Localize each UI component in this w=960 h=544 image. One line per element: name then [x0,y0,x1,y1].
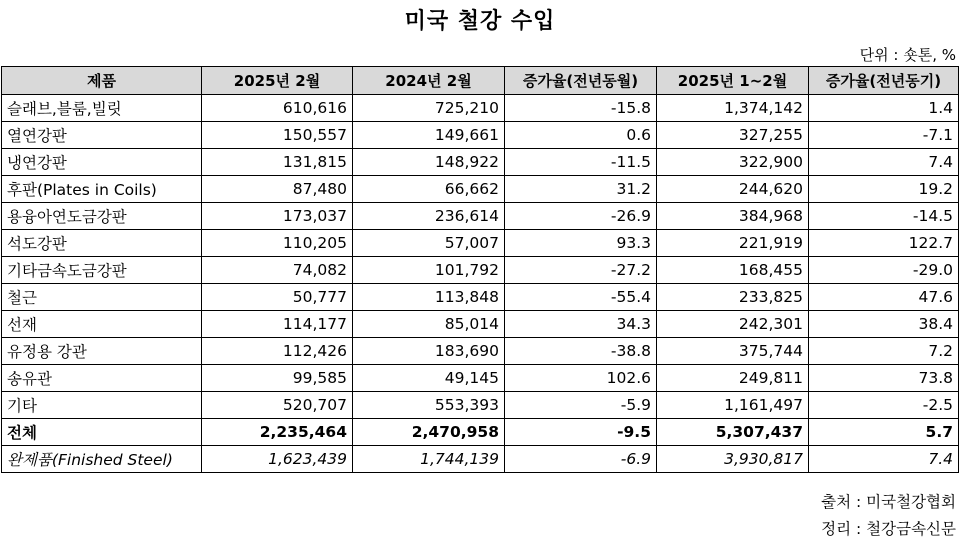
product-name-cell: 열연강판 [2,122,202,149]
column-header-2025-feb: 2025년 2월 [202,67,353,95]
value-cell: 38.4 [809,311,959,338]
value-cell: 5,307,437 [657,419,809,446]
value-cell: -7.1 [809,122,959,149]
column-header-2025-jan-feb: 2025년 1~2월 [657,67,809,95]
product-name-cell: 기타금속도금강판 [2,257,202,284]
product-name-cell: 완제품(Finished Steel) [2,446,202,473]
value-cell: 57,007 [353,230,505,257]
value-cell: 1,744,139 [353,446,505,473]
value-cell: 1.4 [809,95,959,122]
product-name-cell: 철근 [2,284,202,311]
product-name-cell: 후판(Plates in Coils) [2,176,202,203]
value-cell: 66,662 [353,176,505,203]
value-cell: 1,161,497 [657,392,809,419]
value-cell: 322,900 [657,149,809,176]
value-cell: 221,919 [657,230,809,257]
value-cell: -29.0 [809,257,959,284]
product-name-cell: 기타 [2,392,202,419]
value-cell: 7.2 [809,338,959,365]
value-cell: 19.2 [809,176,959,203]
product-name-cell: 용융아연도금강판 [2,203,202,230]
value-cell: 112,426 [202,338,353,365]
value-cell: 148,922 [353,149,505,176]
table-row [2,176,959,203]
steel-import-table [1,66,959,473]
value-cell: 725,210 [353,95,505,122]
table-row [2,419,959,446]
value-cell: 34.3 [505,311,657,338]
page-title: 미국 철강 수입 [404,9,556,34]
table-row [2,95,959,122]
value-cell: -15.8 [505,95,657,122]
value-cell: 244,620 [657,176,809,203]
value-cell: 7.4 [809,149,959,176]
value-cell: 233,825 [657,284,809,311]
product-name-cell: 전체 [2,419,202,446]
value-cell: -14.5 [809,203,959,230]
value-cell: 2,470,958 [353,419,505,446]
value-cell: -38.8 [505,338,657,365]
value-cell: -26.9 [505,203,657,230]
column-header-yoy-period: 증가율(전년동기) [809,67,959,95]
value-cell: 110,205 [202,230,353,257]
value-cell: 50,777 [202,284,353,311]
table-row [2,284,959,311]
value-cell: -5.9 [505,392,657,419]
table-row [2,122,959,149]
table-row [2,365,959,392]
value-cell: 49,145 [353,365,505,392]
product-name-cell: 송유관 [2,365,202,392]
product-name-cell: 슬래브,블룸,빌릿 [2,95,202,122]
table-row [2,257,959,284]
table-header-row [2,67,959,95]
value-cell: 1,623,439 [202,446,353,473]
value-cell: 375,744 [657,338,809,365]
value-cell: 610,616 [202,95,353,122]
value-cell: 149,661 [353,122,505,149]
table-row [2,311,959,338]
product-name-cell: 유정용 강관 [2,338,202,365]
product-name-cell: 냉연강판 [2,149,202,176]
value-cell: 87,480 [202,176,353,203]
value-cell: -9.5 [505,419,657,446]
value-cell: 85,014 [353,311,505,338]
value-cell: 384,968 [657,203,809,230]
value-cell: 131,815 [202,149,353,176]
value-cell: 3,930,817 [657,446,809,473]
value-cell: -55.4 [505,284,657,311]
value-cell: 122.7 [809,230,959,257]
value-cell: 102.6 [505,365,657,392]
table-row [2,338,959,365]
column-header-product: 제품 [2,67,202,95]
value-cell: 114,177 [202,311,353,338]
value-cell: 553,393 [353,392,505,419]
value-cell: -6.9 [505,446,657,473]
value-cell: 183,690 [353,338,505,365]
product-name-cell: 선재 [2,311,202,338]
value-cell: 327,255 [657,122,809,149]
source-note: 출처 : 미국철강협회 [821,493,956,511]
value-cell: 520,707 [202,392,353,419]
value-cell: 47.6 [809,284,959,311]
value-cell: 1,374,142 [657,95,809,122]
compiled-note: 정리 : 철강금속신문 [821,520,956,538]
table-row [2,203,959,230]
value-cell: 93.3 [505,230,657,257]
column-header-2024-feb: 2024년 2월 [353,67,505,95]
value-cell: 168,455 [657,257,809,284]
value-cell: 101,792 [353,257,505,284]
value-cell: 99,585 [202,365,353,392]
table-row [2,392,959,419]
table-row [2,446,959,473]
value-cell: 2,235,464 [202,419,353,446]
value-cell: -11.5 [505,149,657,176]
value-cell: 0.6 [505,122,657,149]
value-cell: 7.4 [809,446,959,473]
value-cell: 73.8 [809,365,959,392]
value-cell: 5.7 [809,419,959,446]
value-cell: 249,811 [657,365,809,392]
value-cell: 31.2 [505,176,657,203]
value-cell: -2.5 [809,392,959,419]
column-header-yoy-month: 증가율(전년동월) [505,67,657,95]
value-cell: 242,301 [657,311,809,338]
table-row [2,230,959,257]
value-cell: 236,614 [353,203,505,230]
value-cell: 173,037 [202,203,353,230]
unit-label: 단위 : 숏톤, % [859,46,956,64]
value-cell: 74,082 [202,257,353,284]
product-name-cell: 석도강판 [2,230,202,257]
value-cell: 113,848 [353,284,505,311]
value-cell: 150,557 [202,122,353,149]
value-cell: -27.2 [505,257,657,284]
table-row [2,149,959,176]
